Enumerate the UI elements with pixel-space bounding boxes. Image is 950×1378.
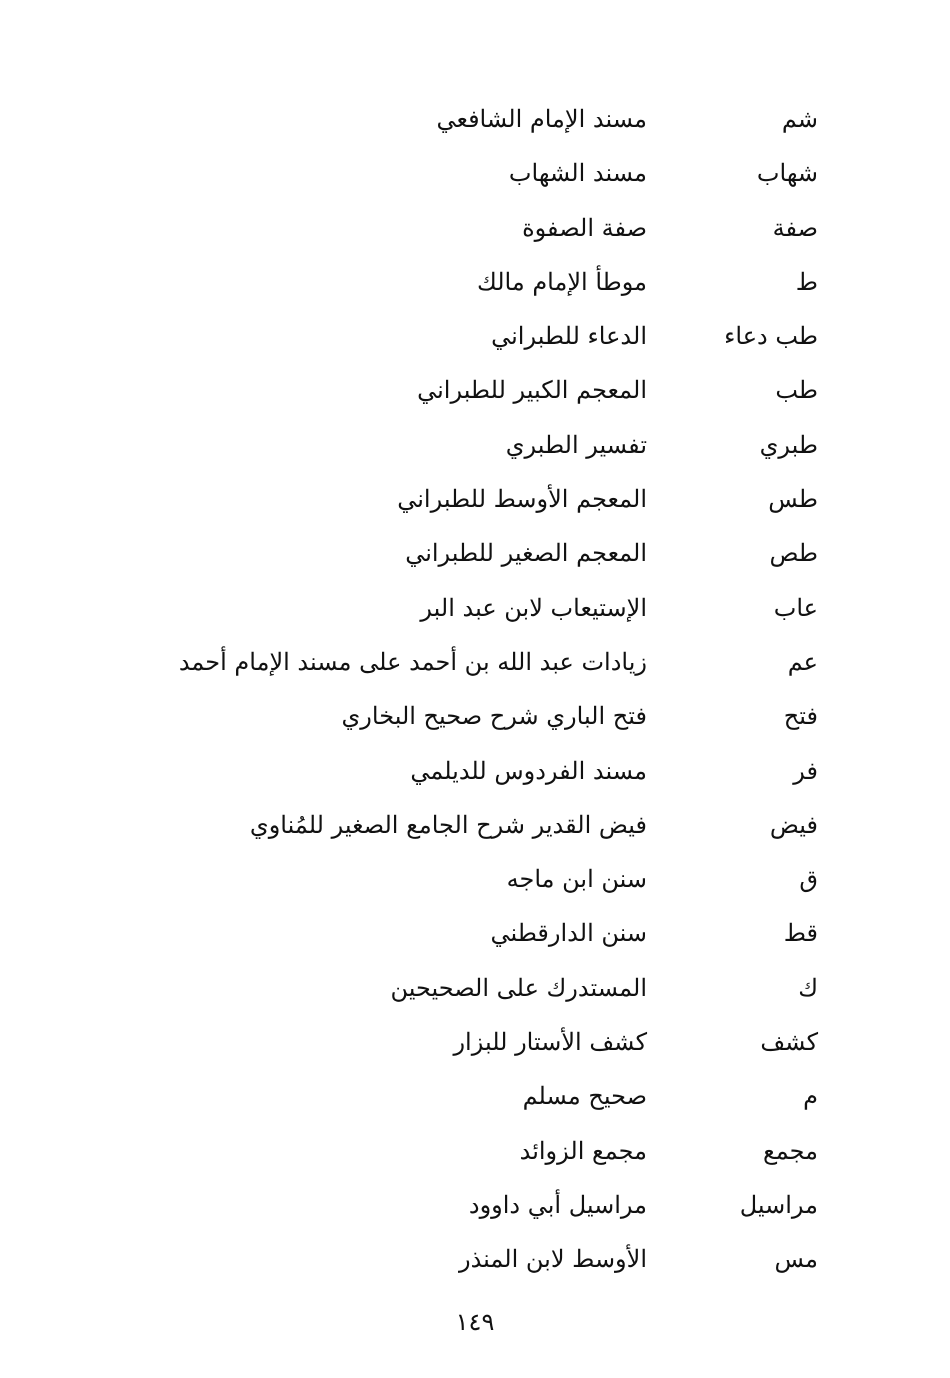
source-title: مسند الفردوس للديلمي xyxy=(410,756,647,785)
list-item xyxy=(0,1232,950,1286)
list-item xyxy=(0,906,950,960)
list-item xyxy=(0,363,950,417)
source-title: تفسير الطبري xyxy=(505,430,647,459)
abbreviation: طص xyxy=(769,539,818,568)
source-title: زيادات عبد الله بن أحمد على مسند الإمام أحمد xyxy=(178,647,647,676)
source-title: الإستيعاب لابن عبد البر xyxy=(420,593,647,622)
source-title: سنن ابن ماجه xyxy=(506,865,647,894)
source-title: مجمع الزوائد xyxy=(519,1136,647,1165)
list-item xyxy=(0,1015,950,1069)
list-item xyxy=(0,744,950,798)
abbreviation: م xyxy=(803,1082,818,1111)
list-item xyxy=(0,798,950,852)
list-item xyxy=(0,526,950,580)
abbreviation: عاب xyxy=(773,593,818,622)
abbreviation: قط xyxy=(783,919,818,948)
list-item xyxy=(0,255,950,309)
page-number: ١٤٩ xyxy=(455,1308,495,1336)
source-title: مسند الشهاب xyxy=(508,159,647,188)
source-title: موطأ الإمام مالك xyxy=(476,267,647,296)
source-title: صحيح مسلم xyxy=(522,1082,647,1111)
abbreviation: فر xyxy=(793,756,818,785)
abbreviation: طس xyxy=(768,485,818,514)
abbreviation: مراسيل xyxy=(739,1190,818,1219)
source-title: الأوسط لابن المنذر xyxy=(458,1245,647,1274)
abbreviation: ق xyxy=(799,865,818,894)
list-item xyxy=(0,1178,950,1232)
abbreviation: شم xyxy=(781,105,818,133)
abbreviations-list xyxy=(0,92,950,1287)
source-title: كشف الأستار للبزار xyxy=(453,1028,647,1057)
list-item xyxy=(0,309,950,363)
source-title: مسند الإمام الشافعي xyxy=(436,105,647,133)
abbreviation: مس xyxy=(774,1245,818,1274)
abbreviation: ط xyxy=(795,267,818,296)
abbreviation: فيض xyxy=(769,810,818,839)
abbreviation: طبري xyxy=(759,430,818,459)
abbreviation: ك xyxy=(798,973,818,1002)
list-item xyxy=(0,635,950,689)
list-item xyxy=(0,201,950,255)
abbreviation: شهاب xyxy=(756,159,818,188)
source-title: فيض القدير شرح الجامع الصغير للمُناوي xyxy=(249,810,647,839)
list-item xyxy=(0,961,950,1015)
list-item xyxy=(0,1069,950,1123)
source-title: سنن الدارقطني xyxy=(490,919,647,948)
source-title: المعجم الكبير للطبراني xyxy=(417,376,647,405)
abbreviation: كشف xyxy=(760,1028,818,1057)
source-title: مراسيل أبي داوود xyxy=(468,1190,647,1219)
abbreviation: طب دعاء xyxy=(724,322,818,351)
source-title: المستدرك على الصحيحين xyxy=(390,973,647,1002)
list-item xyxy=(0,472,950,526)
list-item xyxy=(0,689,950,743)
list-item xyxy=(0,852,950,906)
list-item xyxy=(0,1124,950,1178)
source-title: فتح الباري شرح صحيح البخاري xyxy=(341,702,647,731)
source-title: المعجم الصغير للطبراني xyxy=(405,539,647,568)
list-item xyxy=(0,418,950,472)
abbreviation: طب xyxy=(775,376,818,405)
list-item xyxy=(0,581,950,635)
source-title: صفة الصفوة xyxy=(522,213,647,242)
abbreviation: عم xyxy=(787,647,818,676)
source-title: المعجم الأوسط للطبراني xyxy=(397,485,647,514)
abbreviation: مجمع xyxy=(763,1136,818,1165)
abbreviation: صفة xyxy=(772,213,818,242)
abbreviation: فتح xyxy=(783,702,818,731)
list-item xyxy=(0,146,950,200)
source-title: الدعاء للطبراني xyxy=(491,322,647,351)
list-item xyxy=(0,92,950,146)
